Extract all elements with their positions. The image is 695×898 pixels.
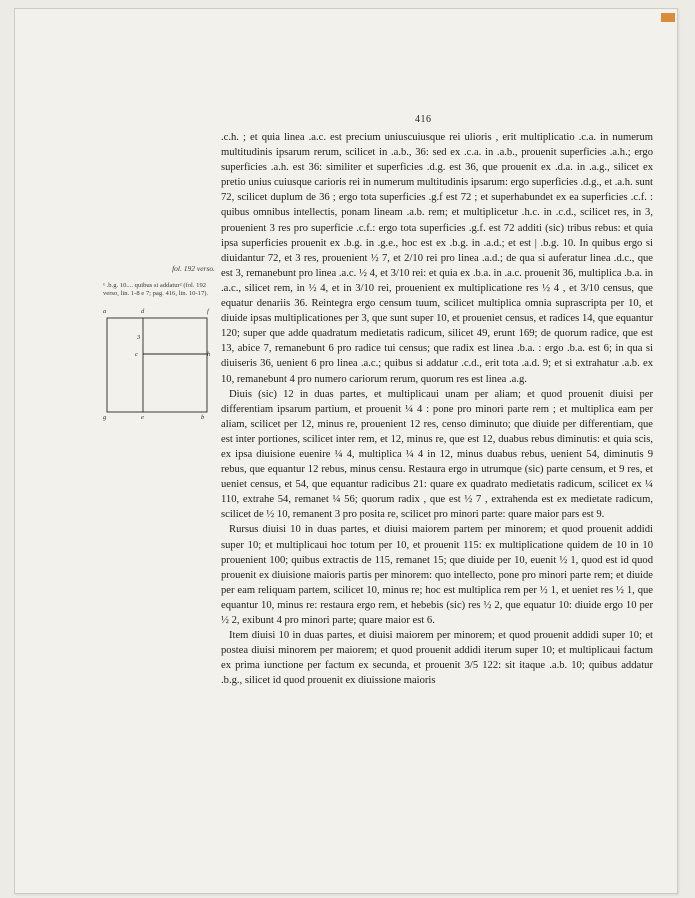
diagram-figure — [103, 306, 213, 424]
label-c: c — [135, 351, 138, 358]
label-a: a — [103, 308, 107, 315]
main-text — [221, 130, 653, 688]
paragraph-division-10-item: Item diuisi 10 in duas partes, et diuisi maiorem per minorem; et quod prouenit addidi super 10; et postea diuisi minorem per maiorem; et quod prouenit addidi iterum super 10; et multiplicaui factum ex prima iunctione per factum ex secunda, et prouenit 3/5 122: sit itaque .a.b. 10; quibus addatur .b.g., silicet id quod prouenit ex diuissione maioris — [221, 630, 653, 687]
page-edge-tab — [661, 13, 675, 22]
outer-rectangle — [107, 318, 207, 412]
margin-footnote: ¹ .b.g. 10.... quibus si addatur² (fol. 192 verso, lin. 1-8 e 7; pag. 416, lin. 10-17). — [103, 282, 209, 298]
paragraph-division-12: Diuis (sic) 12 in duas partes, et multiplicaui unam per aliam; et quod prouenit diuisi per differentiam ipsarum partium, et prouenit ¼ 4 : pone pro minori parte rem ; et multiplica eam per aliam, scilicet per 12, minus re, prouenient 12 res, censo diminuto; que diuide per differentiam, que est inter portiones, scilicet inter rem, et 12, minus re, que est 12, duabus rebus diminutis: et quia scis, ex ipsa diuisione euenire ¼ 4, multiplica ¼ 4 in 12, minus duabus rebus, uenient 54, diminutis 9 rebus, que equantur 12 rebus, minus censu. Restaura ergo in utrumque (sic) parte censum, et 9 res, et ueniet census, et 54, que equantur radicibus 21: quare ex quadrato medietatis radicum, scilicet ex ¼ 110, extrahe 54, remanet ¼ 56; quorum radix , que est ½ 7 , extrahenda est ex medietate radicum, scilicet de ½ 10, remanent 3 pro posita re, scilicet pro minori parte: quare maior pars est 9. — [221, 388, 653, 521]
label-b: b — [201, 414, 205, 421]
paragraph-continuation: .c.h. ; et quia linea .a.c. est precium uniuscuiusque rei ulioris , erit multiplicatio .c.a. in numerum multitudinis ipsarum rerum, scilicet in .a.b., 36: sed ex .c.a. in .a.b., prouenit superficies .a.h.; ergo superficies .a.h. est 36: similiter et superficies .d.g. est 36, que prouenit ex .d.a. in .a.g., silicet ex pretio unius cuiusque carioris rei in numerum multitudinis ipsarum: ergo superficies .d.g., et .a.h. sunt 72, scilicet duplum de 36 ; ergo tota superficies .g.f est 72 ; et superhabundet ex ea superficies .c.f. : quibus omnibus intellectis, ponam lineam .a.b. rem; et multiplicetur .h.c. in .c.d., scilicet res, in 3, prouenient 3 res pro superficie .c.f.: ergo tota superficies .g.f. est 72 additi (sic) tribus rebus: et quia ipsa superficies prouenit ex .b.g. in .g.e., hoc est ex .b.g. in .a.d.; et est | .b.g. 10. In quibus ergo si diuidantur 72, et 3 res, prouenient ½ 7, et 2/10 rei pro linea .a.d.; de qua si auferatur linea .d.c., que est 3, remanebunt pro linea .a.c. ½ 4, et 3/10 rei: et quia ex .b.a. in .a.c. prouenit 36, multiplica .b.a. in .a.c., silicet rem, in ½ 4, et in 3/10 rei, prouenient ex multiplicatione res ½ 4 , et 3/10 census, que equatur denariis 36. Reintegra ergo censum tuum, scilicet multiplica omnia suprascripta per 10, et diuide ipsas multiplicationes per 3, que sunt super 10, et proueniet census, et radices 14, que equantur 120; super que adde quadratum medietatis radicum, silicet 49, erunt 169; de quorum radice, que est 13, abice 7, remanebunt 6 pro radice tui census; que radix est linea .b.a. : ergo .b.a. est 6; in qua si diuiseris 36, uenient 6 pro linea .a.c.; quibus si addatur .c.d., erit tota .a.d. 9; et si extrahatur .a.b. ex 10, remanebunt 4 pro numero cariorum rerum, quorum res est linea .a.g. — [221, 132, 653, 385]
label-d: d — [141, 308, 145, 315]
label-f: f — [207, 308, 209, 315]
paragraph-division-10: Rursus diuisi 10 in duas partes, et diuisi maiorem partem per minorem; et quod prouenit addidi super 10; et multiplicaui hoc totum per 10, et prouenit 115: ex multiplicatione quidem de 10 in 10 prouenient 100; quibus extractis de 115, remanet 15; que diuide per 10, euenit ½ 1, quod est id quod prouenit ex diuisione maioris partis per minorem: quo intellecto, pone pro minori parte rem; et diuide per eam reliquam partem, scilicet 10, minus re; hoc est multiplica rem per ½ 1, et ueniet res ½ 1, que equantur 10, minus re: restaura ergo rem, et hebebis (sic) res ½ 2, que equatur 10: diuide ergo 10 per ½ 2, exibunt 4 pro minori parte; quare maior est 6. — [221, 524, 653, 626]
book-page — [14, 8, 678, 894]
label-h: h — [207, 351, 211, 358]
label-side-value: 3 — [137, 334, 141, 341]
label-e: e — [141, 414, 144, 421]
geometric-diagram — [103, 306, 213, 424]
margin-folio-reference: fol. 192 verso. — [172, 264, 215, 273]
page-number: 416 — [415, 114, 432, 125]
label-g: g — [103, 414, 107, 421]
